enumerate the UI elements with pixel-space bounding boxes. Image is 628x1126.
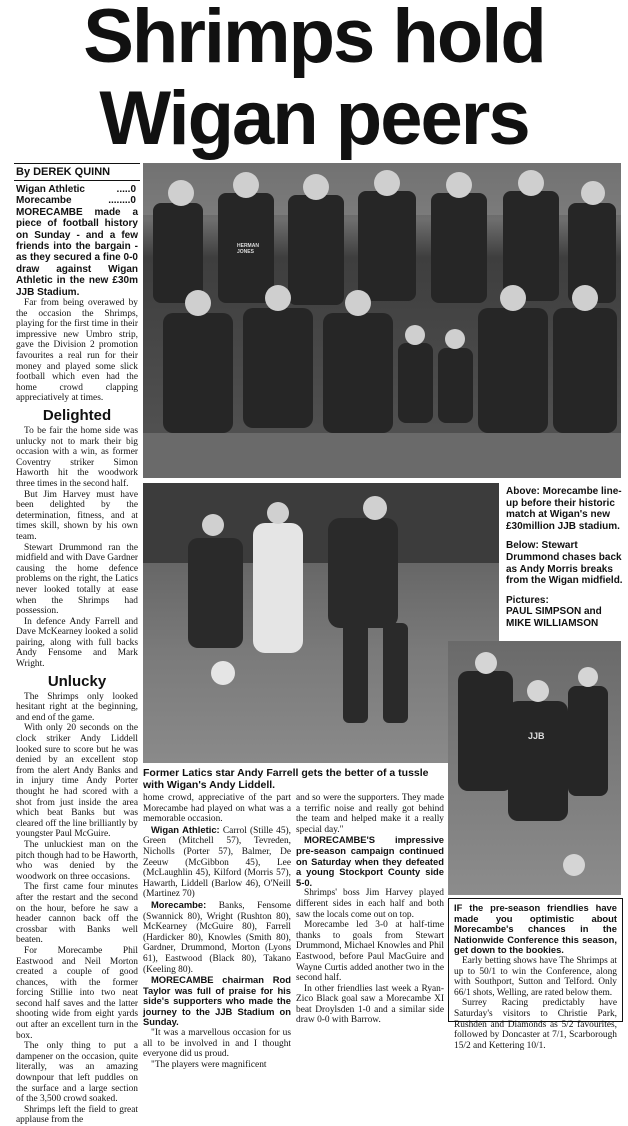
line-up-morecambe: Morecambe: Banks, Fensome (Swannick 80), Wright (Rushton 80), McKearney (McGuire 80), Farrell (Hardicker 80), Knowles (Smith 80), Gardner, Drummond, Morton (Lyons 61), Eastwood (Black 80), Takano (Keeling 80). — [143, 898, 291, 975]
caption-pictures-names: PAUL SIMPSON and MIKE WILLIAMSON — [506, 606, 602, 629]
action-photo-illustration — [143, 483, 499, 763]
paragraph: Morecambe led 3-0 at half-time thanks to goals from Stewart Drummond, Michael Knowles and Phil Eastwood, before Paul MacGuire and Wayne Curtis added another two in the second half. — [296, 920, 444, 984]
paragraph-bold: MORECAMBE chairman Rod Taylor was full of praise for his side's supporters who made the journey to the JJB Stadium on Sunday. — [143, 974, 291, 1028]
byline-rule-bottom — [14, 180, 140, 181]
action-photo-2-illustration — [448, 641, 621, 895]
paragraph: For Morecambe Phil Eastwood and Neil Morton created a couple of good chances, with the former forcing Stillie into two neat second half saves and the latter shooting wide from eight yards out after an excellent turn in the box. — [16, 945, 138, 1041]
paragraph: The unluckiest man on the pitch though had to be Haworth, who was denied by the woodwork on three occasions. — [16, 839, 138, 882]
subheading-unlucky: Unlucky — [47, 672, 107, 690]
shirt-sponsor-jjb: JJB — [528, 731, 545, 741]
betting-paragraph: Early betting shows have The Shrimps at up to 50/1 to win the Conference, along with Southport, Sutton and Telford. Only 66/1 shots, Welling, are rated below them. — [454, 955, 617, 998]
action-photo-drummond — [448, 641, 621, 895]
line-up-wigan: Wigan Athletic: Carrol (Stille 45), Green (Mitchell 57), Tevreden, Nicholls (Porter 57), Balmer, De Zeeuw (McGibbon 45), Lee (McLaughlin 45), Kilford (Morris 57), Hawarth, Liddell (Barlow 46), O'Neill (Martinez 70) — [143, 823, 292, 900]
paragraph: "It was a marvellous occasion for us all to be involved in and I thought everyone did us proud. — [143, 1028, 291, 1060]
paragraph: With only 20 seconds on the clock striker Andy Liddell looked sure to score but he was denied by an excellent stop from the alert Andy Banks and in injury time Andy Porter thought he had scored with a shot from just inside the area which beat Banks but was cleared off the line brilliantly by youngster Paul McGuire. — [16, 723, 138, 840]
team-photo — [143, 163, 621, 478]
paragraph-bold: MORECAMBE'S impressive pre-season campaign continued on Saturday when they defeated a young Stockport County side 5-0. — [296, 834, 444, 888]
score-row-home: Wigan Athletic .....0 — [16, 184, 136, 195]
line-up-morecambe-label: Morecambe: — [151, 898, 207, 910]
shirt-sponsor-label: HERMAN JONES — [237, 243, 259, 255]
byline: By DEREK QUINN — [16, 166, 111, 178]
paragraph: The Shrimps only looked hesitant right at the beginning, and end of the game. — [16, 691, 138, 723]
paragraph: "The players were magnificent — [151, 1059, 267, 1070]
caption-pictures-label: Pictures: — [506, 594, 549, 606]
paragraph: home crowd, appreciative of the part Morecambe had played on what was a memorable occasion. — [143, 793, 291, 825]
article-column-1 — [16, 184, 138, 1126]
article-column-2 — [143, 793, 292, 1070]
paragraph: Shrimps left the field to great applause from the — [16, 1104, 138, 1126]
paragraph: and so were the supporters. They made a terrific noise and really got behind the team and helped make it a really special day." — [296, 793, 444, 835]
subheading-delighted: Delighted — [42, 407, 112, 424]
paragraph: To be fair the home side was unlucky not to mark their big occasion with a win, as former Coventry striker Simon Haworth hit the woodwork three times in the second half. — [16, 426, 138, 489]
line-up-wigan-label: Wigan Athletic: — [151, 823, 220, 835]
caption-above: Above: Morecambe line-up before their historic match at Wigan's new £30million JJB stadium. — [506, 486, 622, 532]
paragraph: In other friendlies last week a Ryan-Zico Black goal saw a Morecambe XI beat Droylsden 1-0 and a similar side draw 0-0 with Barrow. — [296, 983, 444, 1026]
headline-line-2: Wigan peers — [99, 76, 529, 161]
betting-box — [448, 898, 623, 1051]
paragraph: In defence Andy Farrell and Dave McKearney looked a solid pairing, along with full backs Andy Fensome and Mark Wright. — [16, 616, 138, 670]
team-photo-illustration — [143, 163, 621, 478]
paragraph: Shrimps' boss Jim Harvey played different sides in each half and both saw the locals come out on top. — [296, 888, 444, 920]
photo-caption-right — [506, 486, 624, 630]
lead-paragraph: MORECAMBE made a piece of football history on Sunday - and a few friends into the bargain - as they secured a fine 0-0 draw against Wigan Athletic in the new £30m JJB Stadium. — [16, 206, 138, 298]
caption-below: Below: Stewart Drummond chases back as Andy Morris breaks from the Wigan midfield. — [506, 540, 623, 587]
paragraph: The first came four minutes after the restart and the second on the hour, before he saw a header cannon back off the crossbar with Banks well beaten. — [16, 882, 138, 946]
betting-paragraph: Surrey Racing predictably have Saturday's visitors to Christie Park, Rushden and Diamonds as 5/2 favourites, followed by Doncaster at 7/1, Scarborough 15/2 and Kettering 10/1. — [454, 998, 617, 1051]
action-photo-farrell — [143, 483, 499, 763]
photo-caption-bottom: Former Latics star Andy Farrell gets the better of a tussle with Wigan's Andy Liddell. — [143, 767, 429, 791]
paragraph: But Jim Harvey must have been delighted by the determination, fitness, and at times skill, shown by his own team. — [16, 489, 138, 542]
paragraph: Far from being overawed by the occasion the Shrimps, playing for the first time in their impressive new Umbro strip, gave the Division 2 promotion favourites a real run for their money and played some slick football which even had the home crowd clapping appreciatively at times. — [16, 298, 138, 404]
byline-rule-top — [14, 163, 140, 164]
headline — [0, 0, 628, 160]
article-column-3 — [296, 793, 444, 1026]
headline-line-1: Shrimps hold — [83, 0, 545, 79]
paragraph: The only thing to put a dampener on the occasion, quite literally, was an amazing downpour that left puddles on the surface and a large section of the 3,500 crowd soaked. — [16, 1041, 138, 1105]
score-row-away: Morecambe ........0 — [16, 195, 136, 207]
betting-lead: IF the pre-season friendlies have made you optimistic about Morecambe's chances in the Nationwide Conference this season, get down to the bookies. — [454, 902, 617, 956]
paragraph: Stewart Drummond ran the midfield and with Dave Gardner causing the home defence problems on the right, the Latics never looked totally at ease when the Shrimps had possession. — [16, 542, 138, 617]
